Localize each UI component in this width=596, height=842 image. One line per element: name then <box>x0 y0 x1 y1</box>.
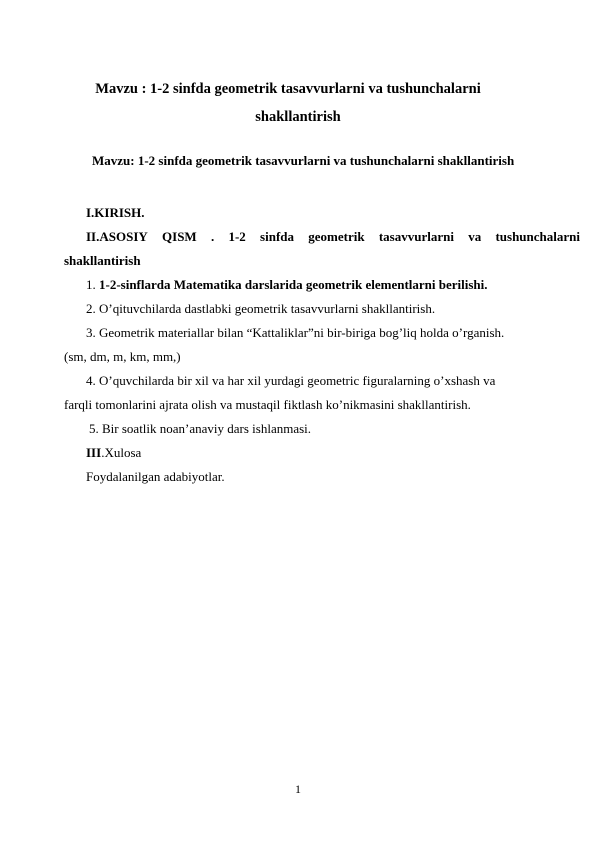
outline-xulosa <box>86 445 141 461</box>
outline-asosiy-word: QISM <box>162 229 197 244</box>
outline-asosiy-word: . <box>210 229 215 244</box>
outline-item-4-continuation: farqli tomonlarini ajrata olish va mustaqil fiktlash ko’nikmasini shakllantirish. <box>64 397 471 412</box>
outline-asosiy-word: va <box>468 229 482 244</box>
outline-asosiy-word: tushunchalarni <box>495 229 580 244</box>
outline-item-1-number: 1. <box>86 277 99 292</box>
outline-asosiy-continuation: shakllantirish <box>64 253 141 268</box>
outline-item-1 <box>86 277 488 293</box>
outline-adabiyotlar: Foydalanilgan adabiyotlar. <box>86 469 225 484</box>
outline-item-2: 2. O’qituvchilarda dastlabki geometrik tasavvurlarni shakllantirish. <box>86 301 436 316</box>
page-title-line-1: Mavzu : 1-2 sinfda geometrik tasavvurlarni va tushunchalarni <box>95 81 481 97</box>
outline-asosiy-word: II.ASOSIY <box>86 229 148 244</box>
page-title-line-2: shakllantirish <box>255 109 341 125</box>
outline-item-5: 5. Bir soatlik noan’anaviy dars ishlanmasi. <box>89 421 312 436</box>
outline-asosiy-word: sinfda <box>260 229 295 244</box>
outline-xulosa-text: .Xulosa <box>101 445 142 460</box>
outline-item-3: 3. Geometrik materiallar bilan “Kattaliklar”ni bir-biriga bog’liq holda o’rganish. <box>86 325 505 340</box>
outline-item-4: 4. O’quvchilarda bir xil va har xil yurdagi geometric figuralarning o’xshash va <box>86 373 496 388</box>
page-number: 1 <box>295 782 301 796</box>
outline-xulosa-number: III <box>86 445 102 460</box>
outline-item-1-text: 1-2-sinflarda Matematika darslarida geometrik elementlarni berilishi. <box>99 277 488 292</box>
outline-kirish: I.KIRISH. <box>86 205 145 220</box>
outline-asosiy-word: 1-2 <box>228 229 246 244</box>
outline-asosiy-word: tasavvurlarni <box>378 229 454 244</box>
outline-asosiy-word: geometrik <box>308 229 365 244</box>
page-subtitle: Mavzu: 1-2 sinfda geometrik tasavvurlarni va tushunchalarni shakllantirish <box>92 153 515 168</box>
outline-asosiy-qism <box>86 229 580 245</box>
outline-item-3-continuation: (sm, dm, m, km, mm,) <box>64 349 181 364</box>
